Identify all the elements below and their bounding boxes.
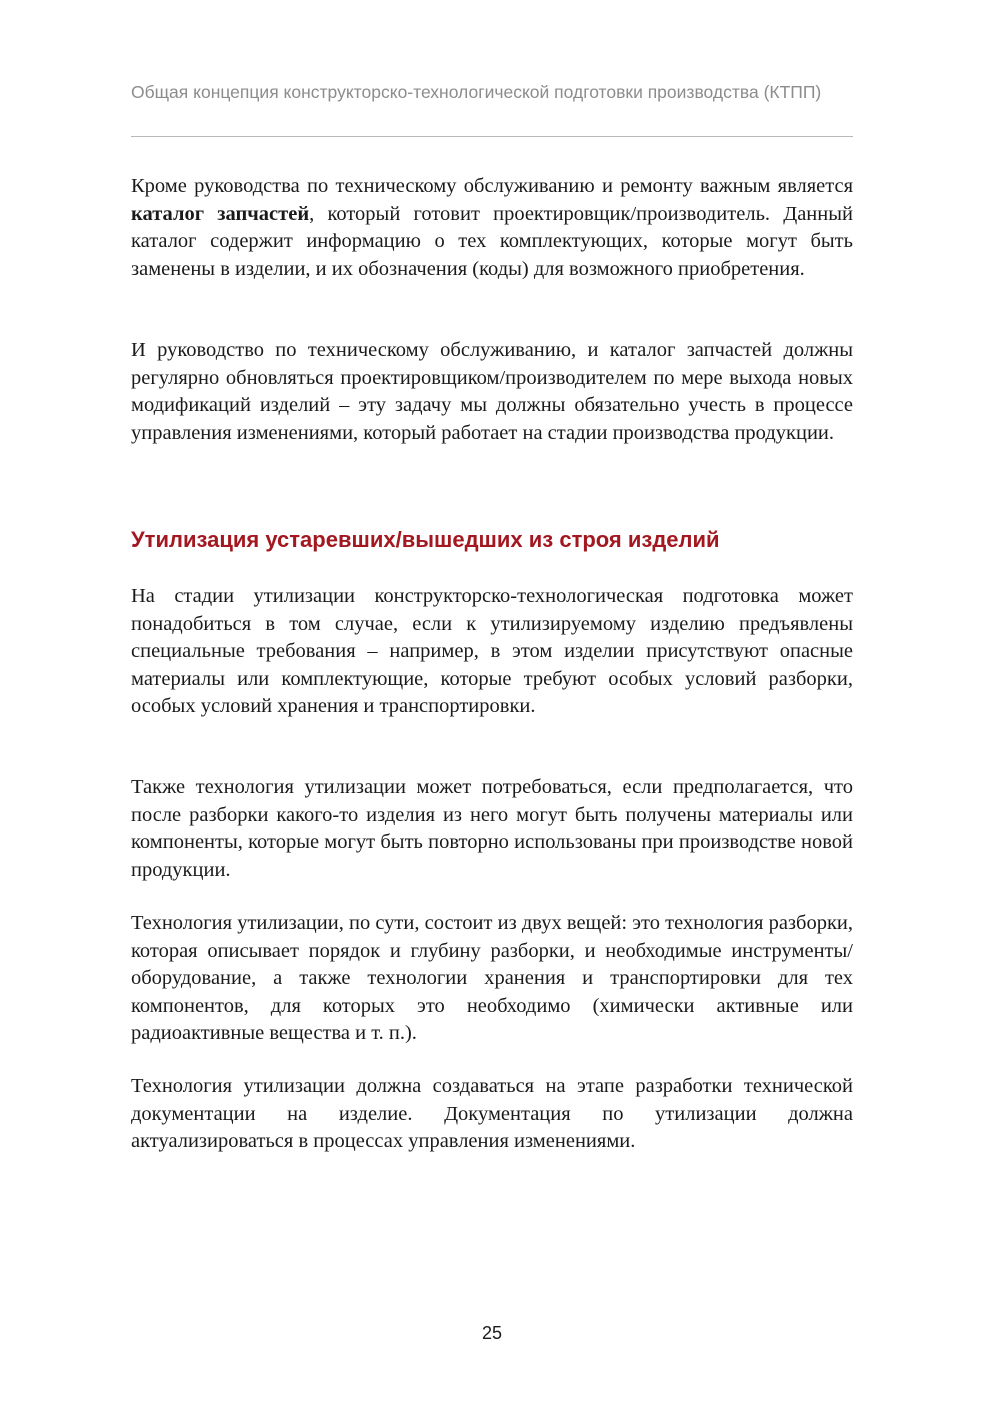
bold-term: каталог запчастей — [131, 202, 310, 225]
paragraph-reuse: Также технология утилизации может потребоваться, если предполагается, что после разборки какого-то изделия из него могут быть получены материалы или компоненты, которые могут быть повторно использованы при производстве новой продукции. — [131, 776, 853, 881]
page-number: 25 — [481, 1323, 503, 1343]
paragraph-updates: И руководство по техническому обслуживанию, и каталог запчастей должны регулярно обновляться проектировщиком/производителем по мере выхода новых модификаций изделий – эту задачу мы должны обязательно учесть в процессе управления изменениями, который работает на стадии производства продукции. — [131, 339, 853, 444]
header-divider — [131, 136, 853, 137]
running-header: Общая концепция конструкторско-технологической подготовки производства (КТПП) — [131, 82, 822, 102]
paragraph-disposal-stage: На стадии утилизации конструкторско-технологическая подготовка может понадобиться в том случае, если к утилизируемому изделию предъявлены специальные требования – например, в этом изделии присутствуют опасные материалы или комплектующие, которые требуют особых условий разборки, особых условий хранения и транспортировки. — [131, 585, 853, 717]
paragraph-documentation: Технология утилизации должна создаваться на этапе разработки технической документации на изделие. Документация по утилизации должна актуализироваться в процессах управления изменениями. — [131, 1075, 853, 1152]
paragraph-spare-parts-catalog — [131, 173, 853, 283]
paragraph-disposal-technology: Технология утилизации, по сути, состоит из двух вещей: это технология разборки, которая описывает порядок и глубину разборки, и необходимые инструменты/оборудование, а также технологии хранения и транспортировки для тех компонентов, для которых это необходимо (химически активные или радиоактивные вещества и т. п.). — [131, 912, 853, 1044]
paragraph-text: Кроме руководства по техническому обслуживанию и ремонту важным является — [131, 175, 853, 197]
paragraph-text: , который готовит проектировщик/производитель. Данный каталог содержит информацию о тех комплектующих, которые могут быть заменены в изделии, и их обозначения (коды) для возможного приобретения. — [131, 202, 853, 280]
section-heading: Утилизация устаревших/вышедших из строя изделий — [131, 527, 720, 552]
